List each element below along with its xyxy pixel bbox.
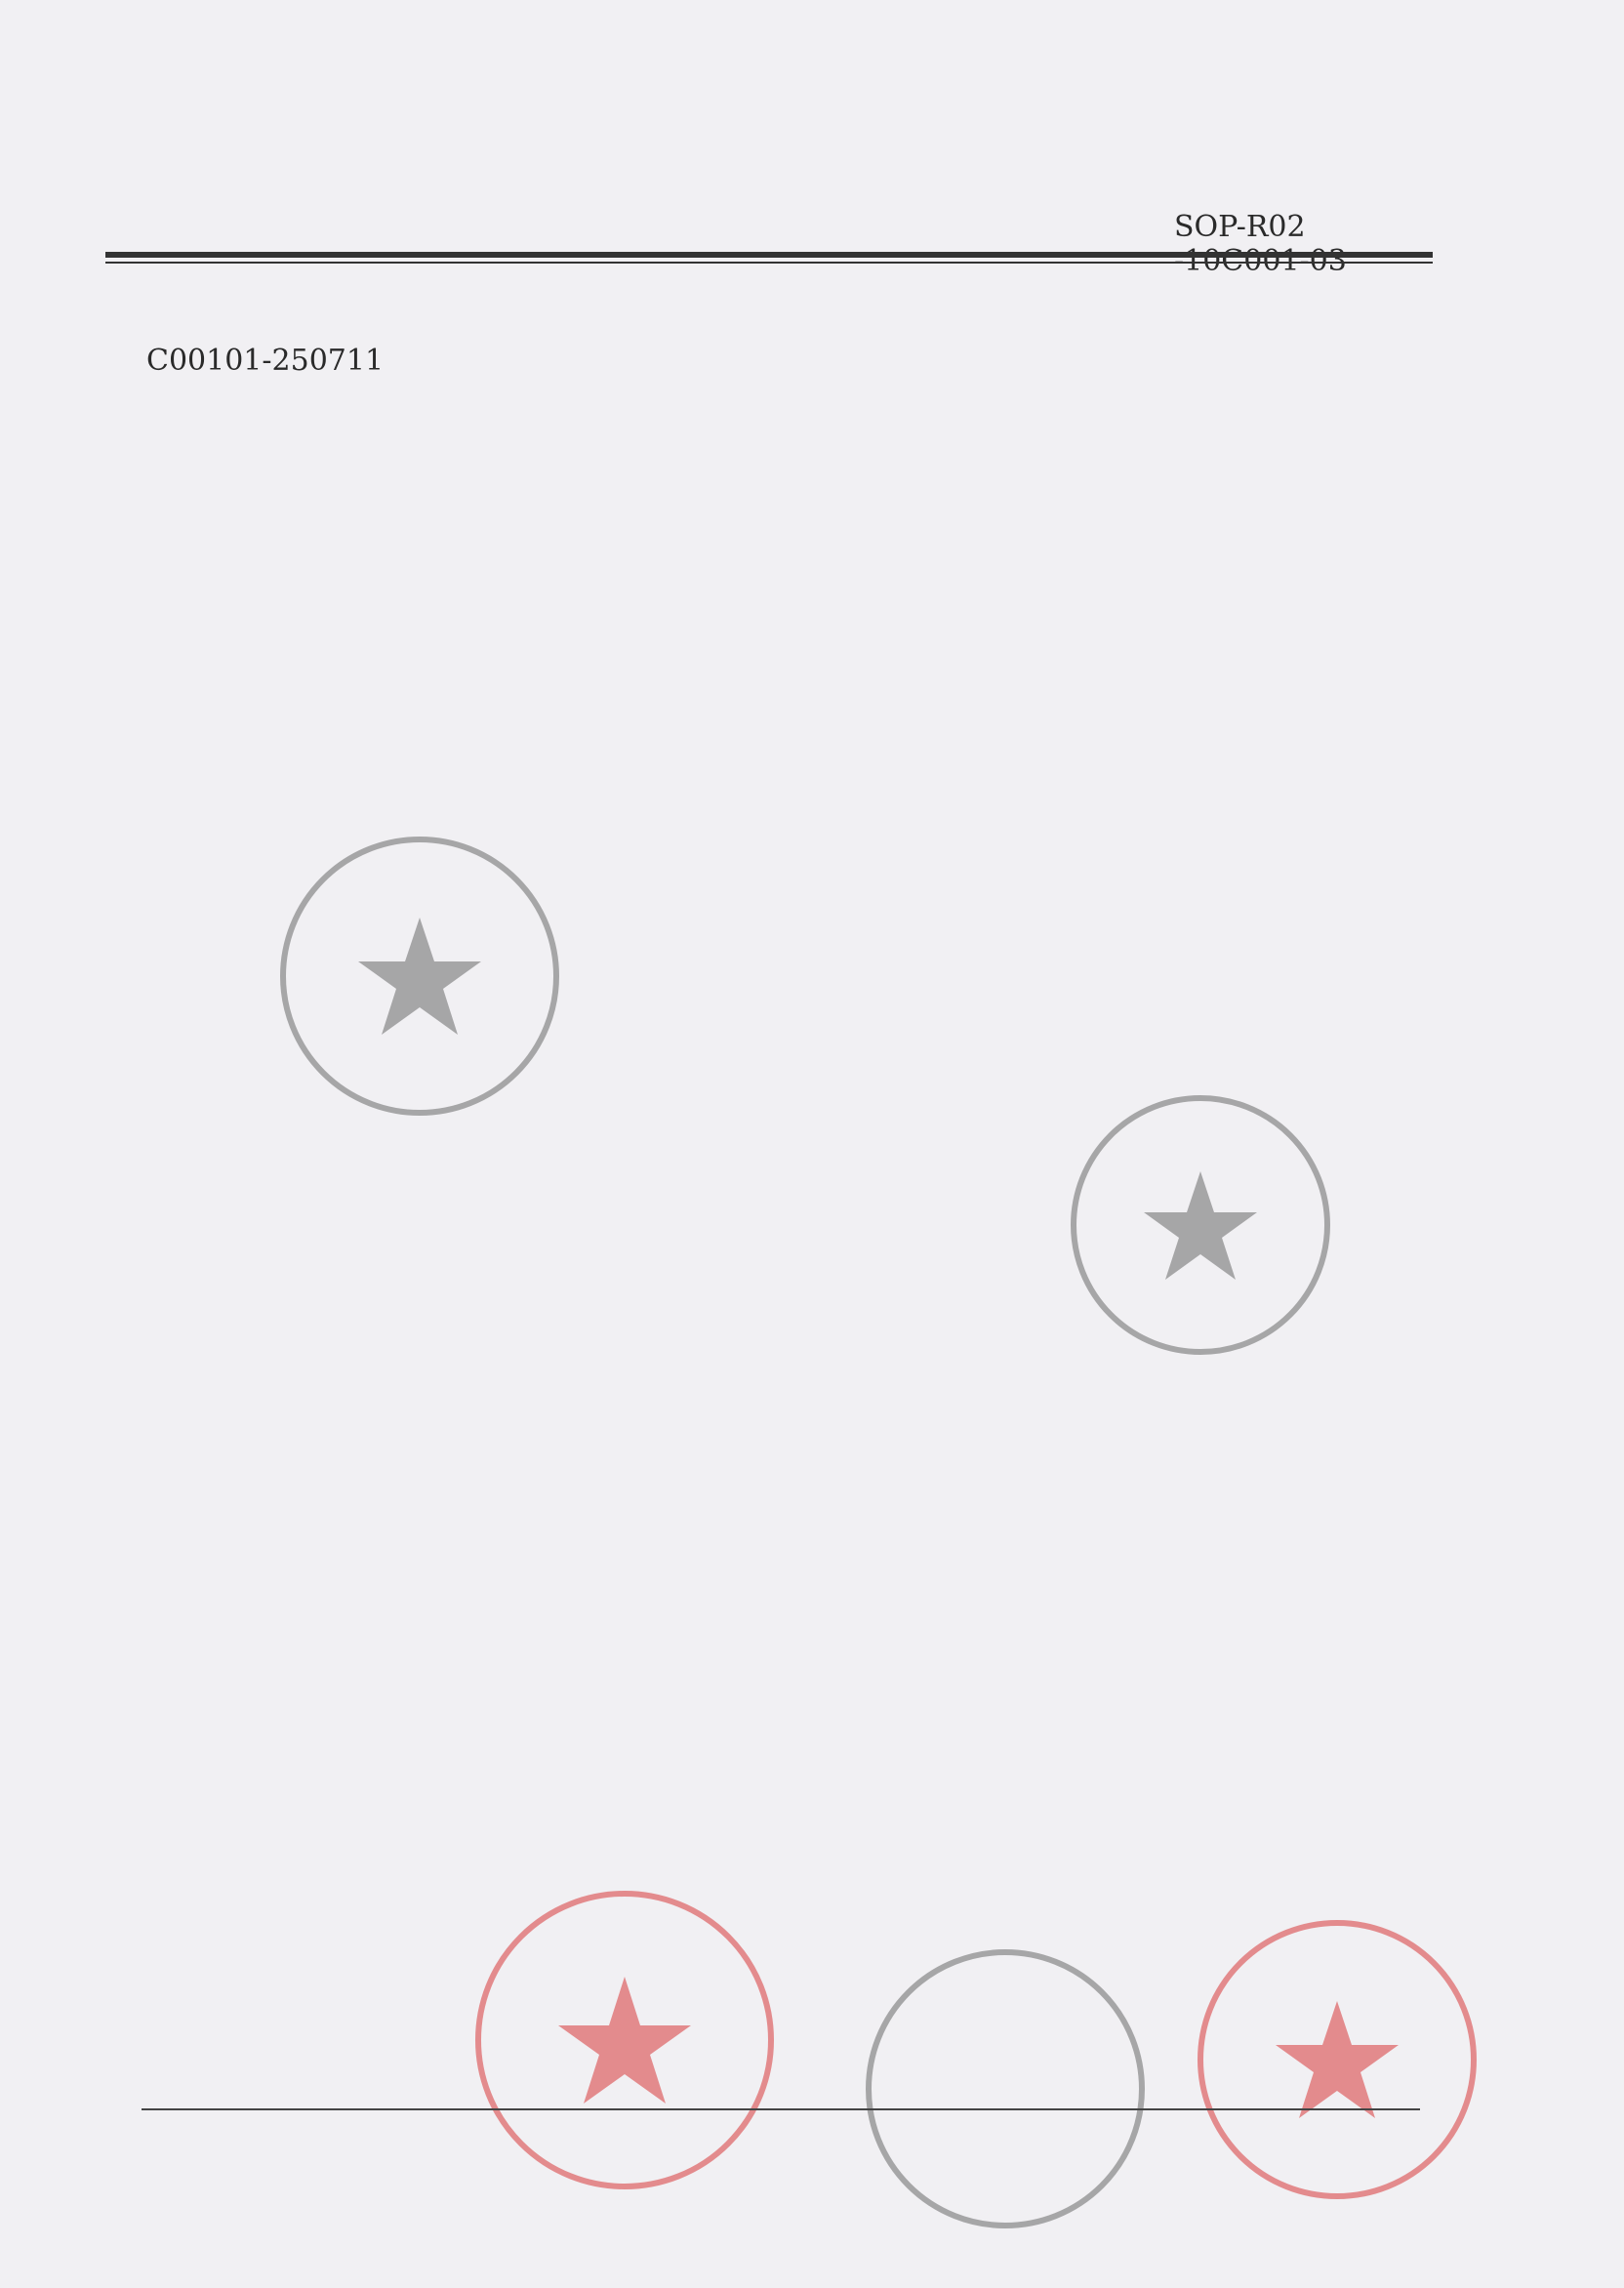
stamp-gray-bottom (859, 1942, 1152, 2235)
header-rule (105, 252, 1433, 258)
report-number: C00101-250711 (146, 344, 385, 378)
star-icon (558, 1977, 691, 2104)
header-rule-thin (105, 262, 1433, 264)
stamp-qa-red (468, 1884, 781, 2196)
stamp-inspection (1064, 1088, 1337, 1362)
star-icon (1276, 2001, 1399, 2118)
stamp-red-right (1191, 1913, 1483, 2206)
page-header (105, 210, 1429, 249)
document-code: SOP-R02 (1174, 210, 1306, 244)
star-icon (358, 918, 481, 1035)
footer-rule (142, 2108, 1420, 2110)
stamp-company-qa (273, 830, 566, 1123)
star-icon (1144, 1171, 1257, 1280)
